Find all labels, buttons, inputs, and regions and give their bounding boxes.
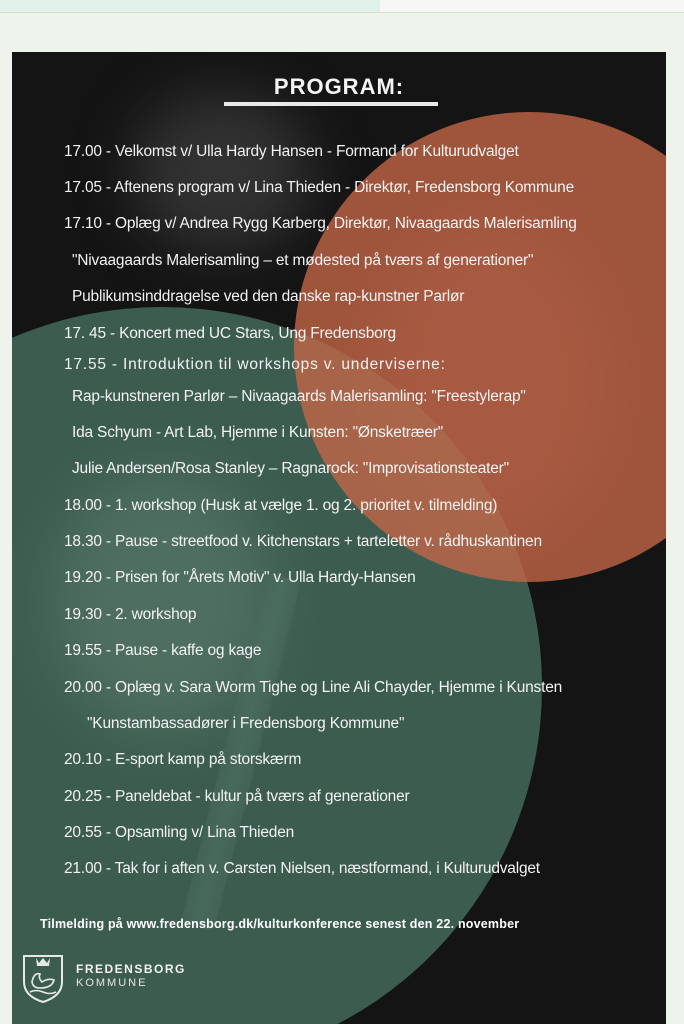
org-subtitle: KOMMUNE xyxy=(76,977,148,989)
program-item: 19.30 - 2. workshop xyxy=(64,606,197,623)
program-item: 20.25 - Paneldebat - kultur på tværs af generationer xyxy=(64,788,410,805)
top-bar-tint xyxy=(0,0,380,12)
program-item: 20.55 - Opsamling v/ Lina Thieden xyxy=(64,824,295,841)
program-item: 19.20 - Prisen for "Årets Motiv" v. Ulla Hardy-Hansen xyxy=(64,569,416,586)
swan-crest-icon xyxy=(18,952,68,1004)
program-item: 20.00 - Oplæg v. Sara Worm Tighe og Line Ali Chayder, Hjemme i Kunsten xyxy=(64,679,563,696)
program-item: 17.05 - Aftenens program v/ Lina Thieden - Direktør, Fredensborg Kommune xyxy=(64,179,574,196)
title-underline xyxy=(224,102,438,106)
program-item: 21.00 - Tak for i aften v. Carsten Nielsen, næstformand, i Kulturudvalget xyxy=(64,860,540,877)
program-item-quote: "Kunstambassadører i Fredensborg Kommune" xyxy=(87,715,405,732)
program-item-quote: "Nivaagaards Malerisamling – et mødested på tværs af generationer" xyxy=(72,252,534,269)
program-item: 18.30 - Pause - streetfood v. Kitchenstars + tarteletter v. rådhuskantinen xyxy=(64,533,542,550)
program-item: 17.10 - Oplæg v/ Andrea Rygg Karberg, Direktør, Nivaagaards Malerisamling xyxy=(64,215,577,232)
program-item-sub: Publikumsinddragelse ved den danske rap-kunstner Parlør xyxy=(72,288,465,305)
program-item: 19.55 - Pause - kaffe og kage xyxy=(64,642,262,659)
program-poster xyxy=(12,52,666,1024)
workshop-item: Rap-kunstneren Parlør – Nivaagaards Malerisamling: "Freestylerap" xyxy=(72,388,526,405)
top-bar xyxy=(0,0,684,13)
program-item: 17.55 - Introduktion til workshops v. underviserne: xyxy=(64,356,446,373)
workshop-item: Julie Andersen/Rosa Stanley – Ragnarock: "Improvisationsteater" xyxy=(72,460,509,477)
program-item: 17.00 - Velkomst v/ Ulla Hardy Hansen - Formand for Kulturudvalget xyxy=(64,143,519,160)
program-item: 20.10 - E-sport kamp på storskærm xyxy=(64,751,302,768)
page-title: PROGRAM: xyxy=(273,74,405,99)
registration-note: Tilmelding på www.fredensborg.dk/kulturkonference senest den 22. november xyxy=(40,917,520,931)
program-item: 17. 45 - Koncert med UC Stars, Ung Fredensborg xyxy=(64,325,396,342)
program-item: 18.00 - 1. workshop (Husk at vælge 1. og 2. prioritet v. tilmelding) xyxy=(64,497,498,514)
workshop-item: Ida Schyum - Art Lab, Hjemme i Kunsten: "Ønsketræer" xyxy=(72,424,444,441)
org-name: FREDENSBORG xyxy=(76,962,186,976)
